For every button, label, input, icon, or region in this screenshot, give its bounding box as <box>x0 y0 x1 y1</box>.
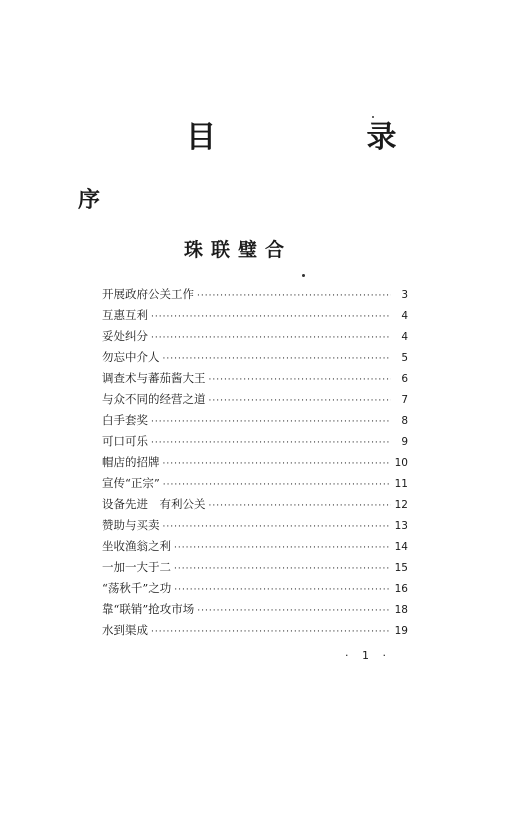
toc-entry-title: 赞助与买卖 <box>102 518 160 532</box>
toc-entry <box>102 431 408 452</box>
toc-entry-page: 15 <box>394 562 408 574</box>
dot-leader <box>163 454 392 475</box>
decorative-dot <box>302 274 305 277</box>
dot-leader <box>174 559 391 580</box>
preface-heading: 序 <box>78 188 101 213</box>
toc-entry-title: 坐收渔翁之利 <box>102 539 171 553</box>
toc-entry <box>102 473 408 494</box>
toc-entry-page: 19 <box>394 625 408 637</box>
dot-leader <box>209 370 392 391</box>
toc-entry-title: 互惠互利 <box>102 308 148 322</box>
toc-entry <box>102 305 408 326</box>
toc-entry <box>102 620 408 641</box>
toc-entry-page: 14 <box>394 541 408 553</box>
page-title: 目 录 <box>186 120 467 155</box>
toc-entry-title: 勿忘中介人 <box>102 350 160 364</box>
dot-leader <box>151 412 391 433</box>
dot-leader <box>209 391 392 412</box>
toc-entry-title: 妥处纠分 <box>102 329 148 343</box>
toc-entry <box>102 452 408 473</box>
toc-entry <box>102 494 408 515</box>
toc-entry-title: 设备先进 有利公关 <box>102 497 206 511</box>
toc-entry-page: 3 <box>401 289 408 301</box>
toc-entry-page: 5 <box>401 352 408 364</box>
section-title: 珠联璧合 <box>184 239 293 261</box>
toc-entry-title: 可口可乐 <box>102 434 148 448</box>
toc-entry-page: 18 <box>394 604 408 616</box>
dot-leader <box>163 517 392 538</box>
dot-leader <box>174 580 391 601</box>
toc-entry <box>102 284 408 305</box>
toc-entry-title: 调查术与蕃茄酱大王 <box>102 371 206 385</box>
toc-entry-page: 4 <box>401 331 408 343</box>
toc-entry-page: 13 <box>394 520 408 532</box>
table-of-contents <box>102 284 408 641</box>
toc-entry <box>102 536 408 557</box>
toc-entry-page: 8 <box>401 415 408 427</box>
dot-leader <box>151 433 391 454</box>
toc-entry-page: 6 <box>401 373 408 385</box>
toc-entry-title: 靠“联销”抢攻市场 <box>102 602 195 616</box>
toc-entry-title: 一加一大于二 <box>102 560 171 574</box>
print-speck <box>372 116 374 118</box>
toc-entry <box>102 515 408 536</box>
toc-entry-title: “荡秋千”之功 <box>102 581 172 595</box>
dot-leader <box>197 601 391 622</box>
toc-entry <box>102 389 408 410</box>
toc-entry-title: 白手套奖 <box>102 413 148 427</box>
toc-entry-page: 16 <box>394 583 408 595</box>
toc-entry-title: 水到渠成 <box>102 623 148 637</box>
toc-entry-page: 11 <box>394 478 408 490</box>
toc-entry-page: 7 <box>401 394 408 406</box>
dot-leader <box>151 622 391 643</box>
toc-entry <box>102 410 408 431</box>
toc-entry <box>102 326 408 347</box>
toc-entry <box>102 557 408 578</box>
toc-entry-title: 宣传“正宗” <box>102 476 160 490</box>
toc-entry <box>102 347 408 368</box>
toc-entry-page: 4 <box>401 310 408 322</box>
dot-leader <box>209 496 392 517</box>
toc-entry <box>102 368 408 389</box>
dot-leader <box>163 349 392 370</box>
dot-leader <box>151 328 391 349</box>
dot-leader <box>174 538 391 559</box>
toc-entry-page: 9 <box>401 436 408 448</box>
toc-entry-title: 帽店的招牌 <box>102 455 160 469</box>
toc-entry-page: 12 <box>394 499 408 511</box>
dot-leader <box>197 286 391 307</box>
dot-leader <box>163 475 391 496</box>
dot-leader <box>151 307 391 328</box>
page-number: · 1 · <box>345 649 391 662</box>
toc-entry <box>102 599 408 620</box>
toc-entry-title: 与众不同的经营之道 <box>102 392 206 406</box>
toc-entry-title: 开展政府公关工作 <box>102 287 194 301</box>
toc-entry-page: 10 <box>394 457 408 469</box>
toc-entry <box>102 578 408 599</box>
